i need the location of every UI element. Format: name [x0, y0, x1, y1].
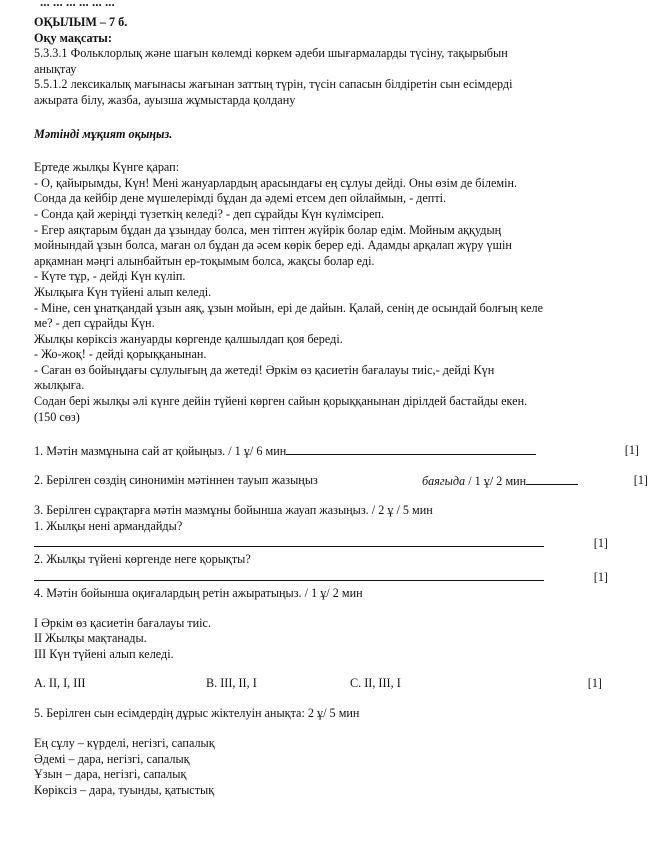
question-1	[34, 443, 654, 459]
story-line: мойнындай ұзын болса, маған ол бұдан да әсем көрік берер еді. Адамды арқалап жүру үшін	[34, 238, 512, 253]
learning-goal-2b: ажырата білу, жазба, ауызша жұмыстарда қолдану	[34, 92, 296, 107]
story-line: жылқыға.	[34, 378, 85, 393]
story-line: - Сонда қай жеріңді түзеткің келеді? - деп сұрайды Күн күлімсіреп.	[34, 206, 385, 221]
story-line: Жылқы көріксіз жануарды көргенде қалшылдап қоя береді.	[34, 331, 343, 346]
story-line: - Күте тұр, - дейді Күн күліп.	[34, 269, 186, 284]
option-c[interactable]: С. ІІ, ІІІ, І	[350, 676, 401, 691]
question-3-sub-1-mark: [1]	[593, 536, 608, 551]
question-2-word: баягыда	[422, 474, 466, 489]
question-2-time: / 1 ұ/ 2 мин	[465, 474, 527, 489]
answer-line-1[interactable]	[34, 536, 544, 547]
event-1: I Әркім өз қасиетін бағалауы тиіс.	[34, 615, 211, 630]
question-1-mark: [1]	[624, 443, 639, 458]
option-b[interactable]: В. ІІІ, ІІ, І	[206, 676, 257, 691]
story-line: Ертеде жылқы Күнге қарап:	[34, 160, 180, 175]
learning-goal-1b: анықтау	[34, 61, 77, 76]
learning-goals-label: Оқу мақсаты:	[34, 30, 112, 45]
reading-instruction: Мәтінді мұқият оқыңыз.	[34, 126, 173, 141]
question-3-text: 3. Берілген сұрақтарға мәтін мазмұны бойынша жауап жазыңыз. / 2 ұ / 5 мин	[34, 503, 433, 518]
event-2: II Жылқы мақтанады.	[34, 631, 147, 646]
question-3-sub-2-mark: [1]	[593, 570, 608, 585]
answer-blank-title[interactable]	[286, 443, 536, 455]
answer-line-2-row	[34, 570, 654, 586]
question-4-mark: [1]	[587, 676, 602, 691]
question-3-sub-2: 2. Жылқы түйені көргенде неге қорықты?	[34, 552, 251, 567]
option-a[interactable]: А. ІІ, І, ІІІ	[34, 676, 86, 691]
answer-blank-synonym[interactable]	[526, 473, 578, 485]
question-2-text: 2. Берілген сөздің синонимін мәтіннен тауып жазыңыз	[34, 473, 318, 488]
story-line: - Міне, сен ұнатқандай ұзын аяқ, ұзын мойын, ері де дайын. Қалай, сенің де осындай болғың келе	[34, 300, 544, 315]
adjective-item: Көріксіз – дара, туынды, қатыстық	[34, 782, 215, 797]
story-line: ме? - деп сұрайды Күн.	[34, 316, 155, 331]
story-line: Жылқыға Күн түйені алып келеді.	[34, 284, 212, 299]
worksheet	[34, 15, 654, 798]
worksheet-title: ОҚЫЛЫМ – 7 б.	[34, 15, 128, 29]
question-1-text: 1. Мәтін мазмұнына сай ат қойыңыз. / 1 ұ/ 6 мин	[34, 444, 287, 459]
story-line: арқамнан мәңгі алынбайтын ер-тоқымым болса, жақсы болар еді.	[34, 253, 375, 268]
story-line: Сонда да кейбір дене мүшелерімді бұдан да әдемі етсем деп ойлаймын, - депті.	[34, 191, 447, 206]
story-text	[34, 160, 654, 425]
adjective-item: Әдемі – дара, негізгі, сапалық	[34, 751, 190, 766]
question-5-text: 5. Берілген сын есімдердің дұрыс жіктелуін анықта: 2 ұ/ 5 мин	[34, 706, 360, 721]
question-4-text: 4. Мәтін бойынша оқиғалардың ретін ажыратыңыз. / 1 ұ/ 2 мин	[34, 586, 363, 601]
story-line: Содан бері жылқы әлі күнге дейін түйені көрген сайын қорыққанынан дірілдей бастайды екен.	[34, 394, 528, 409]
adjective-item: Ең сұлу – күрделі, негізгі, сапалық	[34, 736, 215, 750]
cropped-top-line	[0, 0, 667, 9]
story-line: - Саған өз бойыңдағы сұлулығың да жетеді! Әркім өз қасиетін бағалауы тиіс,- дейді Күн	[34, 362, 495, 377]
learning-goal-1a: 5.3.3.1 Фольклорлық және шағын көлемді көркем әдеби шығармаларды түсіну, тақырыбын	[34, 46, 508, 61]
answer-line-1-row	[34, 536, 654, 552]
answer-options	[34, 676, 654, 692]
story-line: - Жо-жоқ! - дейді қорыққанынан.	[34, 347, 207, 362]
event-3: III Күн түйені алып келеді.	[34, 646, 174, 661]
word-count: (150 сөз)	[34, 409, 80, 424]
story-line: - О, қайырымды, Күн! Мені жануарлардың арасындағы ең сұлуы дейді. Оны өзім де білемін.	[34, 175, 518, 190]
adjective-item: Ұзын – дара, негізгі, сапалық	[34, 767, 187, 782]
question-2-mark: [1]	[633, 473, 648, 488]
story-line: - Егер аяқтарым бұдан да ұзындау болса, мен тіптен жүйрік болар едім. Мойным аққудың	[34, 222, 502, 237]
answer-line-2[interactable]	[34, 570, 544, 581]
question-2	[34, 473, 654, 489]
learning-goal-2a: 5.5.1.2 лексикалық мағынасы жағынан заттың түрін, түсін сапасын білдіретін сын есімдерді	[34, 77, 513, 92]
cropped-top-text: ... ... ... ... ... ...	[40, 0, 115, 9]
question-3-sub-1: 1. Жылқы нені армандайды?	[34, 518, 183, 533]
